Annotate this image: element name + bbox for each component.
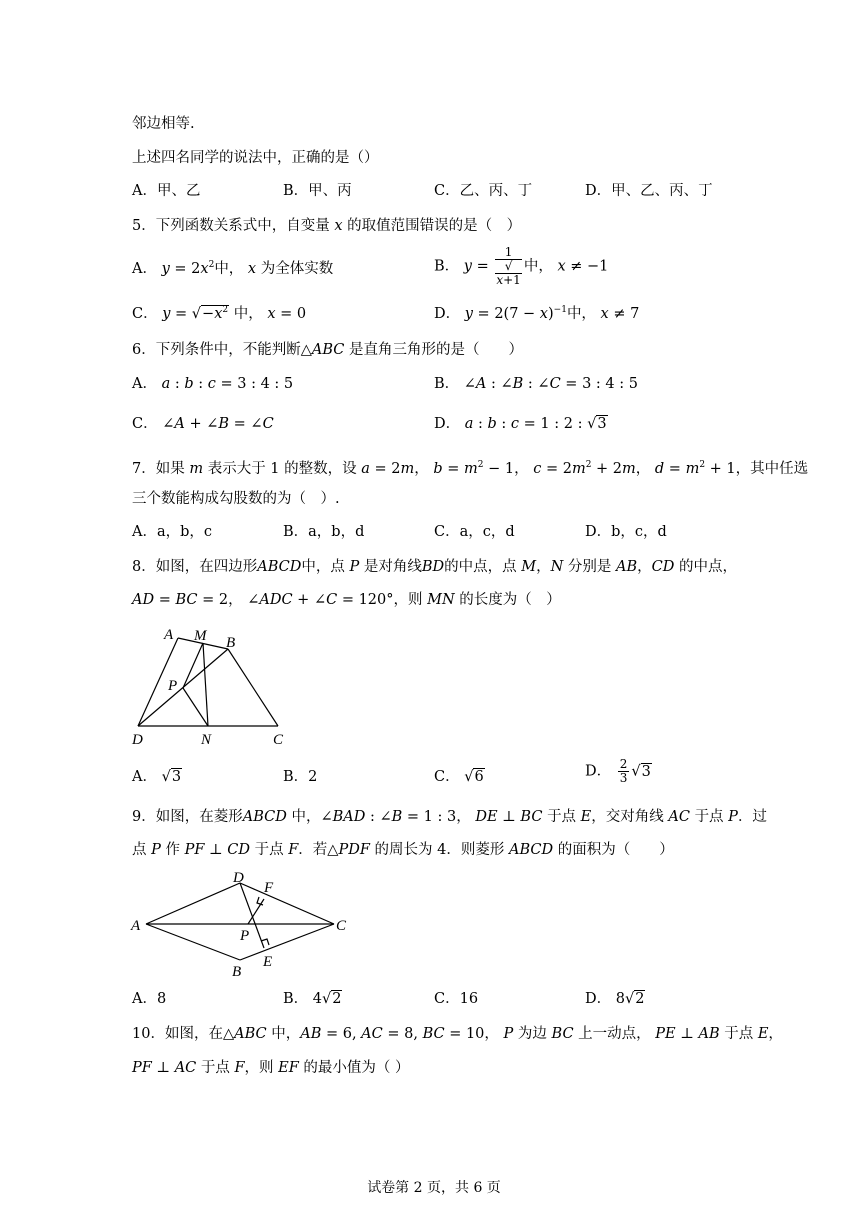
q6-option-b: B． ∠A : ∠B : ∠C = 3 : 4 : 5 [434,376,638,392]
q7-line2: 三个数能构成勾股数的为（ ）. [132,491,340,507]
q9-label-f: F [264,880,274,896]
q6-option-c: C． ∠A + ∠B = ∠C [132,416,274,432]
q7-line1: 7．如果 m 表示大于 1 的整数，设 a = 2m， $b = m^2 - 1$， $c = 2m^2 + 2m$， $d = m^2 + 1$，其中任选 [132,460,809,477]
q9-label-d: D [233,870,244,886]
q8-line2: AD = BC = 2， ∠ADC + ∠C = 120°，则 MN 的长度为（ ） [132,592,561,608]
q9-option-b: B． 4√2 [283,991,342,1007]
q8-label-p: P [168,678,178,694]
q6-option-a: A． a : b : c = 3 : 4 : 5 [132,376,294,392]
q9-rhombus-figure [128,866,360,981]
q9-label-e: E [263,954,273,970]
q5-option-a: A． $y = 2x^2$中， x 为全体实数 [132,260,334,277]
page-footer: 试卷第 2 页，共 6 页 [367,1180,501,1196]
q8-label-b: B [226,635,236,651]
q6-stem: 6．下列条件中，不能判断△ABC 是直角三角形的是（ ） [132,342,523,358]
q5-option-b: B． y = 1 √ x+1 中， x ≠ −1 [434,245,609,287]
q8-label-n: N [201,732,212,747]
q7-option-d: D．b，c，d [585,524,667,540]
q8-label-m: M [194,628,207,644]
q10-line2: PF ⊥ AC 于点 F，则 EF 的最小值为（ ） [132,1060,410,1076]
q4-option-b: B．甲、丙 [283,183,352,199]
q9-label-p: P [240,928,250,944]
q8-label-c: C [273,732,284,747]
q4-prompt: 上述四名同学的说法中，正确的是（） [132,150,379,166]
q9-option-d: D． 8√2 [585,991,645,1007]
q8-option-b: B．2 [283,769,318,785]
q8-option-d: D． $\frac{2}{3}$ √3 [585,757,651,785]
q8-line1: 8．如图，在四边形ABCD中，点 P 是对角线BD的中点，点 M，N 分别是 AB，CD 的中点， [132,559,737,575]
q4-option-c: C．乙、丙、丁 [434,183,533,199]
q4-tail: 邻边相等. [132,116,195,132]
q7-option-c: C．a，c，d [434,524,515,540]
q7-option-b: B．a，b，d [283,524,365,540]
q8-option-c: C． √6 [434,769,484,785]
q9-label-c: C [336,918,347,934]
q9-line2: 点 P 作 PF ⊥ CD 于点 F．若△PDF 的周长为 4．则菱形 ABCD 的面积为（ ） [132,842,674,858]
q6-option-d: D． a : b : c = 1 : 2 : √3 [434,416,607,432]
q8-quadrilateral-figure [128,622,298,747]
q8-label-d: D [132,732,143,747]
q9-label-b: B [232,964,242,980]
q9-label-a: A [131,918,141,934]
q9-line1: 9．如图，在菱形ABCD 中，∠BAD : ∠B = 1 : 3， DE ⊥ BC 于点 E，交对角线 AC 于点 P．过 [132,809,767,825]
q9-option-c: C．16 [434,991,479,1007]
q5-option-c: C． $y = √-x^2$ 中， x = 0 [132,305,307,322]
q10-line1: 10．如图，在△ABC 中，AB = 6, AC = 8, BC = 10， P 为边 BC 上一动点， PE ⊥ AB 于点 E， [132,1026,783,1042]
q9-option-a: A．8 [132,991,167,1007]
q8-label-a: A [164,627,174,643]
q5-stem: 5．下列函数关系式中，自变量 x 的取值范围错误的是（ ） [132,218,522,234]
q4-option-d: D．甲、乙、丙、丁 [585,183,713,199]
q5-option-d: D． $y = 2(7 - x)^{-1}$中， x ≠ 7 [434,305,640,322]
q8-option-a: A． √3 [132,769,182,785]
q4-option-a: A．甲、乙 [132,183,201,199]
q7-option-a: A．a，b，c [132,524,213,540]
